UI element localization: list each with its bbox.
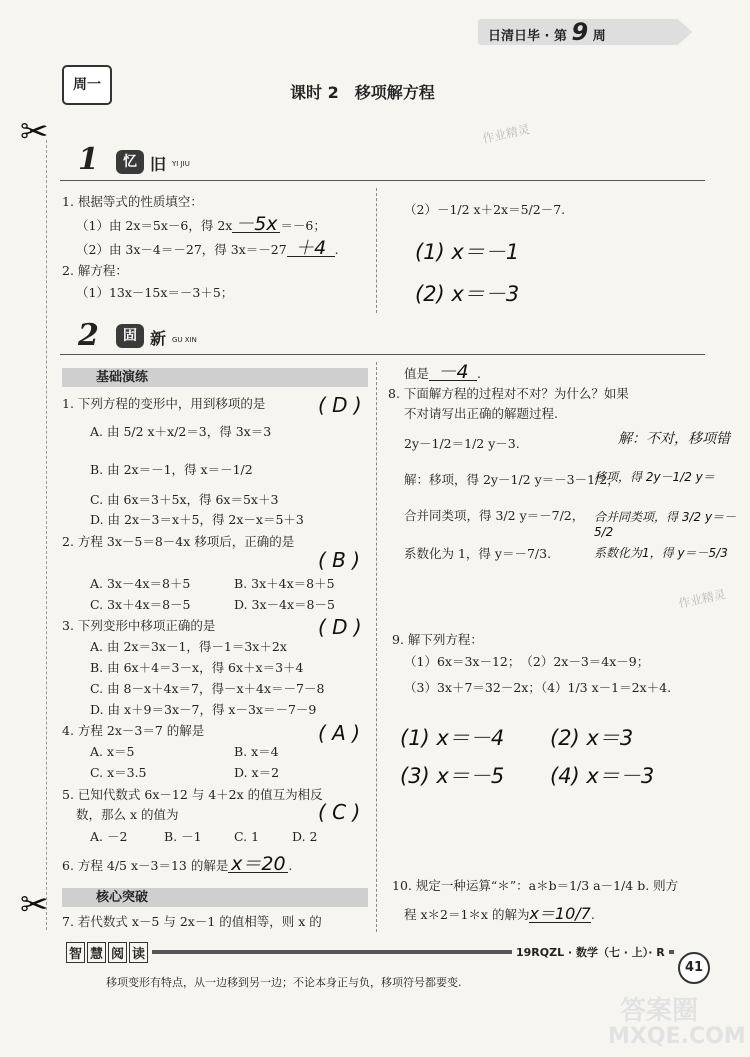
week-tag-arrow [678,19,692,45]
q1-part2-pre: （2）由 3x－4＝－27，得 3x＝－27 [76,242,287,257]
answer-2-1: (1) x＝－1 [415,240,520,264]
corner-watermark-url: MXQE.COM [608,1024,746,1049]
mc-q1-opt-a: A. 由 5/2 x＋x/2＝3，得 3x＝3 [90,424,272,439]
q1-part1 [76,213,326,235]
mc-q4-opt-c: C. x＝3.5 [90,765,147,780]
smart-char-2: 慧 [87,942,106,963]
q6-answer: x＝20 [228,856,288,873]
column-divider-1 [376,188,377,313]
mc-q5-stem: 5. 已知代数式 6x－12 与 4＋2x 的值互为相反 [62,787,323,802]
mc-q2-opt-b: B. 3x＋4x＝8＋5 [234,576,335,591]
mc-q3-answer-letter: D [332,615,348,639]
basic-practice-bar: 基础演练 [62,368,368,387]
mc-q4-answer: ( A ) [318,721,361,745]
mc-q5-opt-c: C. 1 [234,829,260,844]
mc-q1-answer: ( D ) [318,393,362,417]
q9-answer-4: (4) x＝－3 [550,764,655,788]
q1-part2 [76,237,339,259]
q10-line2 [404,906,595,923]
q6-post: . [288,858,293,873]
smart-char-4: 读 [129,942,148,963]
q8-step3: 系数化为 1，得 y＝－7/3. [404,546,552,561]
smart-char-3: 阅 [108,942,127,963]
q10-line2-pre: 程 x＊2＝1＊x 的解为 [404,907,530,922]
q8-line2: 不对请写出正确的解题过程. [404,406,558,421]
section1-divider [60,180,705,181]
q1-part1-answer: －5x [232,216,280,233]
q1-part2-answer: ＋4 [287,240,335,257]
mc-q4-opt-a: A. x＝5 [90,744,135,759]
section2-char2: 新 [150,329,167,348]
mc-q3-answer: ( D ) [318,615,362,639]
q9-line1: （1）6x＝3x－12； （2）2x－3＝4x－9； [404,654,650,669]
mc-q2-stem: 2. 方程 3x－5＝8－4x 移项后，正确的是 [62,534,295,549]
smart-reading-label [62,942,152,963]
footer-tip: 移项变形有特点，从一边移到另一边；不论本身正与负，移项符号都要变. [106,976,462,989]
watermark-2: 作业精灵 [677,587,728,611]
q9-answer-2: (2) x＝3 [550,726,634,750]
section1-badge: 忆 [116,150,144,174]
q8-hand-4: 系数化为1，得 y＝－5/3 [594,546,728,560]
mc-q2-opt-c: C. 3x＋4x＝8－5 [90,597,191,612]
mc-q4-answer-letter: A [332,721,346,745]
day-label: 周一 [73,77,101,93]
answer-2-2: (2) x＝－3 [415,282,520,306]
mc-q4-stem: 4. 方程 2x－3＝7 的解是 [62,723,205,738]
mc-q2-answer: ( B ) [318,548,361,572]
smart-char-1: 智 [66,942,85,963]
q7-answer-line [404,361,481,383]
q9-answer-3: (3) x＝－5 [400,764,505,788]
mc-q4-opt-d: D. x＝2 [234,765,280,780]
section1-char2: 旧 [150,155,167,174]
q1-part1-post: ＝－6； [280,218,326,233]
mc-q5-answer-letter: C [332,800,347,824]
mc-q4-opt-b: B. x＝4 [234,744,279,759]
q10-line2-post: . [590,907,595,922]
q8-hand-2: 移项，得 2y－1/2 y＝ [594,470,715,484]
q2-part1: （1）13x－15x＝－3＋5； [76,285,234,300]
q8-step1: 解：移项，得 2y－1/2 y＝－3－1/2， [404,472,620,487]
mc-q5-stem2: 数，那么 x 的值为 [76,807,179,822]
q10-line1: 10. 规定一种运算“＊”：a＊b＝1/3 a－1/4 b. 则方 [392,878,679,893]
q7-answer-pre: 值是 [404,366,430,381]
q8-step2: 合并同类项，得 3/2 y＝－7/2， [404,508,585,523]
week-label-post: 周 [592,29,606,44]
week-tag [478,19,678,45]
mc-q3-opt-a: A. 由 2x＝3x－1，得－1＝3x＋2x [90,639,287,654]
cut-line [46,140,47,930]
section2-badge: 固 [116,324,144,348]
mc-q1-opt-c: C. 由 6x＝3＋5x，得 6x＝5x＋3 [90,492,279,507]
scissors-icon-bottom: ✂ [20,885,49,925]
mc-q3-opt-d: D. 由 x＋9＝3x－7，得 x－3x＝－7－9 [90,702,317,717]
mc-q1-stem: 1. 下列方程的变形中，用到移项的是 [62,396,266,411]
book-code: 19RQZL · 数学（七 · 上）· R [512,944,669,960]
core-breakthrough-bar: 核心突破 [62,888,368,907]
mc-q3-stem: 3. 下列变形中移项正确的是 [62,618,216,633]
section2-divider [60,354,705,355]
week-number: 9 [571,18,589,46]
q8-line1: 8. 下面解方程的过程对不对？为什么？如果 [388,386,629,401]
q2-part2: （2）－1/2 x＋2x＝5/2－7. [404,202,566,217]
q9-line2: （3）3x＋7＝32－2x；（4）1/3 x－1＝2x＋4. [404,680,672,695]
q8-hand-3: 合并同类项，得 3/2 y＝－5/2 [594,510,737,539]
calendar-day-box [62,65,112,105]
mc-q1-opt-b: B. 由 2x＝－1，得 x＝－1/2 [90,462,253,477]
q1-part1-pre: （1）由 2x＝5x－6，得 2x [76,218,233,233]
section1-number: 1 [78,142,99,177]
mc-q5-opt-b: B. －1 [164,829,202,844]
q9-answer-1: (1) x＝－4 [400,726,505,750]
q7-answer-post: . [477,366,481,381]
mc-q5-opt-d: D. 2 [292,829,318,844]
scissors-icon-top: ✂ [20,112,49,152]
q7-answer: －4 [429,364,477,381]
q8-hand-1: 解：不对，移项错 [618,431,730,447]
q10-answer: x＝10/7 [529,904,591,923]
q2-title: 2. 解方程： [62,263,128,278]
mc-q2-opt-d: D. 3x－4x＝8－5 [234,597,335,612]
watermark-1: 作业精灵 [481,122,532,146]
mc-q5-opt-a: A. －2 [90,829,128,844]
mc-q3-opt-c: C. 由 8－x＋4x＝7，得－x＋4x＝－7－8 [90,681,325,696]
section1-pinyin: YI JIU [172,160,190,168]
lesson-title: 课时 2 移项解方程 [290,83,435,102]
mc-q3-opt-b: B. 由 6x＋4＝3－x，得 6x＋x＝3＋4 [90,660,304,675]
q6-pre: 6. 方程 4/5 x－3＝13 的解是 [62,858,229,873]
mc-q1-opt-d: D. 由 2x－3＝x＋5，得 2x－x＝5＋3 [90,512,304,527]
mc-q1-answer-letter: D [332,393,348,417]
q7-stem: 7. 若代数式 x－5 与 2x－1 的值相等，则 x 的 [62,914,322,929]
column-divider-2 [376,362,377,932]
q9-title: 9. 解下列方程： [392,632,483,647]
corner-watermark-text: 答案圈 [620,996,699,1026]
section2-number: 2 [78,318,99,353]
q1-title: 1. 根据等式的性质填空： [62,194,203,209]
q1-part2-post: . [334,242,339,257]
page-number: 41 [678,952,710,984]
q8-equation: 2y－1/2＝1/2 y－3. [404,436,520,451]
mc-q2-answer-letter: B [332,548,346,572]
mc-q2-opt-a: A. 3x－4x＝8＋5 [90,576,191,591]
q6 [62,853,293,875]
section2-pinyin: GU XIN [172,336,197,344]
week-label-pre: 日清日毕 · 第 [488,29,567,44]
mc-q5-answer: ( C ) [318,800,361,824]
